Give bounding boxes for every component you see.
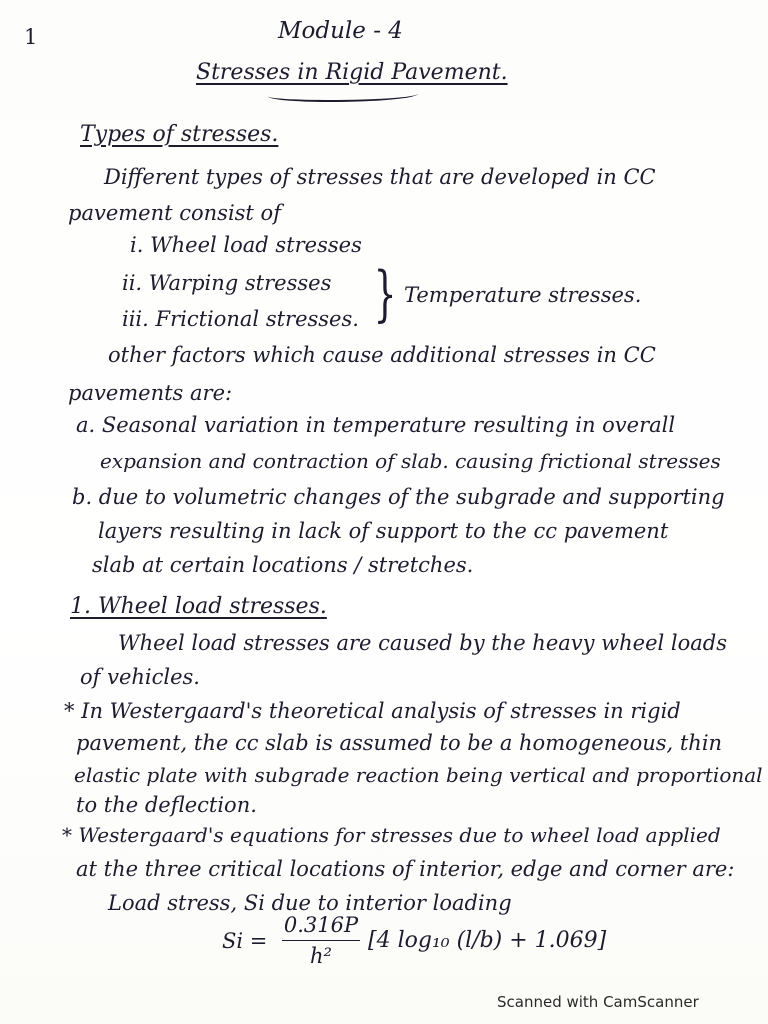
types-item-3: iii. Frictional stresses.	[122, 307, 359, 331]
formula-denominator: h²	[310, 944, 332, 968]
factor-a-line2: expansion and contraction of slab. causing frictional stresses	[100, 449, 721, 473]
module-title: Module - 4	[278, 18, 403, 44]
formula-fraction	[282, 912, 360, 969]
temperature-stresses-label: Temperature stresses.	[404, 283, 642, 307]
westergaard-note1-line2: pavement, the cc slab is assumed to be a homogeneous, thin	[76, 731, 723, 755]
types-intro-line1: Different types of stresses that are developed in CC	[104, 165, 656, 189]
factor-b-line3: slab at certain locations / stretches.	[92, 553, 474, 577]
grouping-brace: }	[373, 259, 397, 329]
westergaard-note2-line1: * Westergaard's equations for stresses due to wheel load applied	[62, 823, 721, 847]
other-factors-line2: pavements are:	[68, 381, 233, 405]
camscanner-watermark: Scanned with CamScanner	[497, 993, 699, 1011]
page-subtitle: Stresses in Rigid Pavement.	[196, 60, 508, 85]
westergaard-note1-line3: elastic plate with subgrade reaction being vertical and proportional	[74, 763, 763, 787]
factor-b-line2: layers resulting in lack of support to the cc pavement	[98, 519, 669, 543]
types-intro-line2: pavement consist of	[68, 201, 281, 225]
interior-stress-formula	[222, 912, 622, 982]
types-heading: Types of stresses.	[80, 122, 279, 147]
types-item-2: ii. Warping stresses	[122, 271, 332, 295]
wheel-load-p1-line1: Wheel load stresses are caused by the heavy wheel loads	[118, 631, 728, 655]
wheel-load-heading: 1. Wheel load stresses.	[70, 594, 327, 619]
westergaard-note1-line4: to the deflection.	[76, 793, 257, 817]
load-stress-line: Load stress, Si due to interior loading	[108, 891, 512, 915]
wheel-load-p1-line2: of vehicles.	[80, 665, 200, 689]
formula-numerator: 0.316P	[282, 912, 360, 941]
subtitle-underline	[268, 88, 418, 102]
factor-a-line1: a. Seasonal variation in temperature resulting in overall	[76, 413, 676, 437]
westergaard-note2-line2: at the three critical locations of interior, edge and corner are:	[76, 857, 735, 881]
formula-lhs: Si =	[222, 929, 268, 953]
formula-rhs: [4 log₁₀ (l/b) + 1.069]	[368, 928, 607, 953]
page-number: 1	[24, 25, 38, 49]
westergaard-note1-line1: * In Westergaard's theoretical analysis of stresses in rigid	[64, 699, 681, 723]
other-factors-line1: other factors which cause additional stresses in CC	[108, 343, 656, 367]
types-item-1: i. Wheel load stresses	[130, 233, 362, 257]
factor-b-line1: b. due to volumetric changes of the subgrade and supporting	[72, 485, 725, 509]
